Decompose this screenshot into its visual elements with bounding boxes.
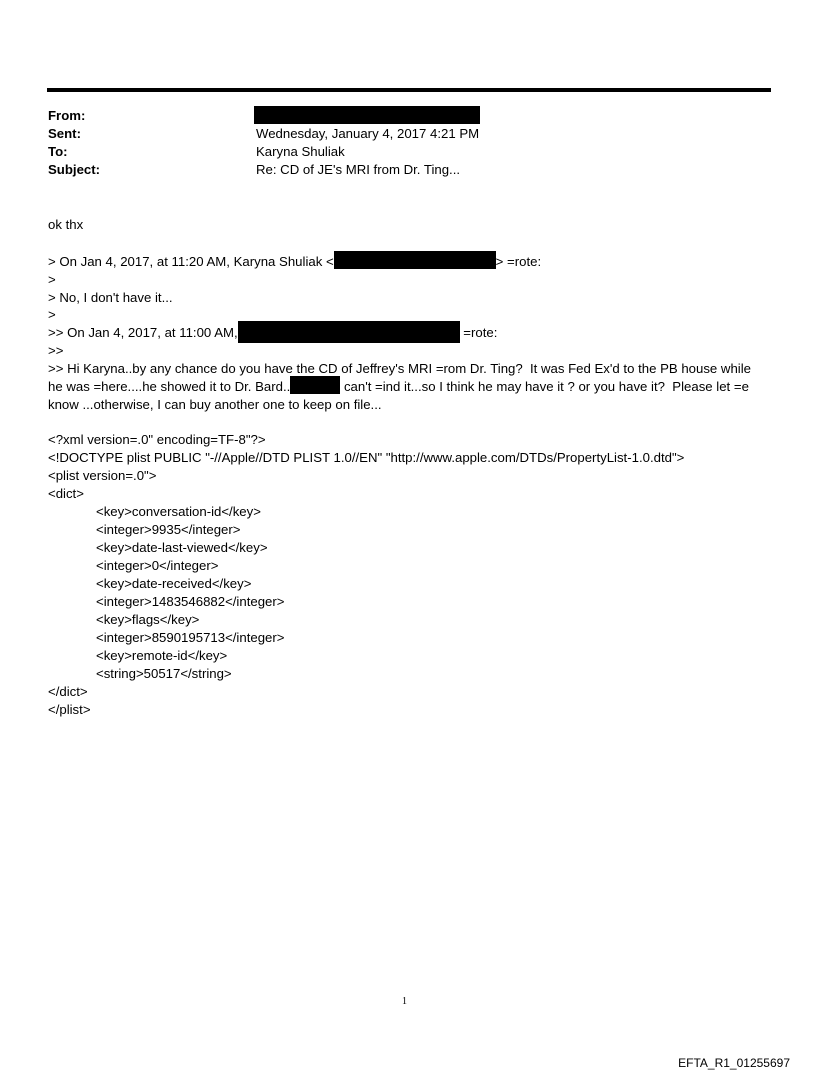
quote-line-3: > No, I don't have it...: [48, 290, 173, 305]
plist-line: <integer>0</integer>: [96, 558, 219, 573]
quote-line-9: know ...otherwise, I can buy another one to keep on file...: [48, 397, 382, 412]
reply-text: ok thx: [48, 217, 84, 232]
document-id: EFTA_R1_01255697: [678, 1056, 790, 1070]
plist-line: <key>remote-id</key>: [96, 648, 228, 663]
redacted-name: [290, 376, 340, 394]
to-value: Karyna Shuliak: [256, 144, 345, 159]
plist-line: <key>date-received</key>: [96, 576, 252, 591]
plist-line: <string>50517</string>: [96, 666, 232, 681]
subject-value: Re: CD of JE's MRI from Dr. Ting...: [256, 162, 461, 177]
quote-line-1: > On Jan 4, 2017, at 11:20 AM, Karyna Shuliak < > =rote:: [48, 253, 541, 271]
plist-line: <plist version=.0">: [48, 468, 157, 483]
quote-line-2: >: [48, 272, 56, 287]
quote-line-7: >> Hi Karyna..by any chance do you have the CD of Jeffrey's MRI =rom Dr. Ting? It was Fed Ex'd to the PB house while: [48, 361, 751, 376]
sent-value: Wednesday, January 4, 2017 4:21 PM: [256, 126, 480, 141]
plist-line: <integer>1483546882</integer>: [96, 594, 285, 609]
sent-label: Sent:: [48, 126, 81, 141]
plist-line: <!DOCTYPE plist PUBLIC "-//Apple//DTD PLIST 1.0//EN" "http://www.apple.com/DTDs/PropertyList-1.0.dtd">: [48, 450, 685, 465]
plist-line: </dict>: [48, 684, 88, 699]
header-rule: [47, 88, 771, 92]
plist-line: <integer>8590195713</integer>: [96, 630, 285, 645]
redacted-from: [254, 106, 480, 124]
plist-line: <?xml version=.0" encoding=TF-8"?>: [48, 432, 266, 447]
from-label: From:: [48, 108, 86, 123]
redacted-email-1: [334, 251, 496, 269]
quote-line-4: >: [48, 307, 56, 322]
plist-line: <integer>9935</integer>: [96, 522, 241, 537]
plist-line: <key>date-last-viewed</key>: [96, 540, 268, 555]
page-number: 1: [402, 996, 407, 1007]
quote-line-8: he was =here....he showed it to Dr. Bard.. can't =ind it...so I think he may have it ? or you have it? Please let =e: [48, 378, 749, 396]
quote-line-6: >>: [48, 343, 64, 358]
to-label: To:: [48, 144, 68, 159]
plist-line: <key>flags</key>: [96, 612, 200, 627]
subject-label: Subject:: [48, 162, 101, 177]
plist-line: <key>conversation-id</key>: [96, 504, 261, 519]
plist-line: </plist>: [48, 702, 91, 717]
redacted-sender-2: [238, 321, 460, 343]
plist-line: <dict>: [48, 486, 84, 501]
quote-line-5: >> On Jan 4, 2017, at 11:00 AM, =rote:: [48, 324, 497, 343]
